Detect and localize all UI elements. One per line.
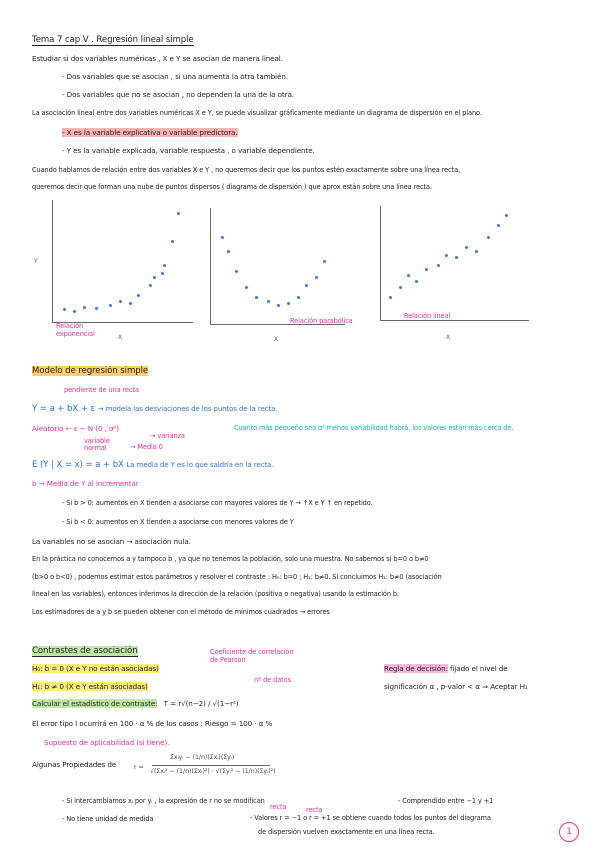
- regression-formula: [32, 405, 277, 414]
- plot3-point: [399, 286, 402, 289]
- plot1-point: [109, 304, 112, 307]
- plot1-point: [149, 284, 152, 287]
- b-positive: - Si b > 0: aumentos en X tienden a asociarse con mayores valores de Y → ↑X e Y ↑ en repetido.: [62, 499, 373, 507]
- plot1-point: [95, 307, 98, 310]
- x-variable-text: - X es la variable explicativa o variable predictora.: [62, 128, 238, 137]
- h1-text: H₁: b ≠ 0 (X e Y están asociadas): [32, 682, 148, 691]
- pearson-annotation: [210, 648, 293, 664]
- plot2-point: [297, 296, 300, 299]
- scatter-intro: La asociación lineal entre dos variables numéricas X e Y, se puede visualizar gráficamente mediante un diagrama de dispersión en el plano.: [32, 109, 482, 117]
- plot1-caption: Relación exponencial: [56, 322, 95, 338]
- h0-text: H₀: b = 0 (X e Y no están asociadas): [32, 664, 159, 673]
- practice-paragraph-4: Los estimadores de a y b se pueden obtener con el método de mínimos cuadrados → errores: [32, 608, 330, 616]
- bullet-x-variable: [62, 128, 238, 137]
- statistic-text: Calcular el estadístico de contraste:: [32, 699, 158, 708]
- relation-paragraph-2: queremos decir que forman una nube de puntos dispersos ( diagrama de dispersión ) que aprox están sobre una línea recta.: [32, 183, 432, 191]
- expectation-formula: E (Y | X = x) = a + bX: [32, 460, 124, 470]
- b-negative: - Si b < 0: aumentos en X tienden a asociarse con menores valores de Y: [62, 518, 294, 526]
- plot1-point: [137, 294, 140, 297]
- h0-hypothesis: [32, 664, 159, 673]
- no-association: La variables no se asocian → asociación nula.: [32, 537, 191, 546]
- plot1-point: [163, 264, 166, 267]
- plot2-point: [267, 300, 270, 303]
- plot1-point: [161, 272, 164, 275]
- decision-text-1: fijado el nivel de: [450, 664, 508, 673]
- b-definition: b → Media de Y al incrementar: [32, 479, 139, 488]
- r-numerator: Σxᵢyᵢ − (1/n)(Σxᵢ)(Σyᵢ): [170, 754, 235, 761]
- plot-exponential: [52, 200, 193, 323]
- expectation-note: La media de Y es lo que saldría en la recta.: [126, 461, 274, 469]
- plot3-point: [407, 274, 410, 277]
- plot1-point: [63, 308, 66, 311]
- plot2-point: [287, 302, 290, 305]
- plot3-xlabel: X: [446, 334, 451, 341]
- decision-rule: [384, 664, 508, 673]
- slope-annotation: pendiente de una recta: [64, 386, 139, 394]
- expectation-line: [32, 461, 273, 470]
- plot3-point: [437, 264, 440, 267]
- plot3-point: [497, 224, 500, 227]
- model-title-text: Modelo de regresión simple: [32, 366, 149, 376]
- type-i-error: El error tipo I ocurrirá en 100 · α % de los casos : Riesgo = 100 · α %: [32, 719, 273, 728]
- recta-note-1: recta: [270, 803, 287, 811]
- r-denominator: √(Σxᵢ² − (1/n)(Σxᵢ)²) · √(Σyᵢ² − (1/n)(Σyᵢ)²): [150, 768, 276, 775]
- plot2-point: [305, 284, 308, 287]
- random-error: Aleatorio ← ε ~ N (0 , σ²): [32, 424, 119, 433]
- bullet-y-variable: - Y es la variable explicada, variable respuesta , o variable dependiente.: [62, 146, 315, 155]
- plot3-point: [465, 246, 468, 249]
- plot3-point: [487, 236, 490, 239]
- sample-size-note: nº de datos: [254, 676, 291, 684]
- t-statistic-formula: T = r√(n−2) / √(1−r²): [163, 699, 239, 708]
- plot2-caption: Relación parabólica: [290, 317, 353, 325]
- page-title-text: Tema 7 cap V . Regresión lineal simple: [32, 35, 194, 45]
- plot1-point: [153, 276, 156, 279]
- mean-label: → Media 0: [130, 443, 163, 451]
- property-extreme-2: de dispersión vuelven exactamente en una línea recta.: [258, 828, 435, 836]
- formula-note: → modela las desviaciones de los puntos de la recta.: [97, 405, 278, 413]
- intro-text: Estudiar si dos variables numéricas , X e Y se asocian de manera lineal.: [32, 54, 283, 63]
- contrast-title-text: Contrastes de asociación: [32, 646, 138, 656]
- plot2-xlabel: X: [274, 336, 279, 343]
- plot-linear: [380, 206, 529, 321]
- plot2-point: [227, 250, 230, 253]
- plot1-point: [171, 240, 174, 243]
- bullet-not-associate: - Dos variables que no se asocian , no dependen la una de la otra.: [62, 90, 294, 99]
- plot3-point: [389, 296, 392, 299]
- pearson-line-1: Coeficiente de correlación: [210, 648, 294, 656]
- plot2-point: [323, 260, 326, 263]
- property-no-unit: - No tiene unidad de medida: [62, 815, 154, 823]
- model-section-title: [32, 367, 148, 376]
- decision-rule-2: significación α , p-valor < α ⇒ Aceptar H₁: [384, 682, 528, 691]
- variance-label: → varianza: [150, 432, 185, 440]
- plot2-point: [255, 296, 258, 299]
- r-label: r =: [134, 764, 144, 771]
- variance-note: Cuanto más pequeño sea σ² menos variabilidad habrá, los valores están más cerca de.: [234, 424, 514, 432]
- plot3-point: [475, 250, 478, 253]
- plot3-point: [425, 268, 428, 271]
- decision-title: Regla de decisión:: [384, 664, 448, 673]
- plot1-ylabel: Y: [34, 258, 38, 265]
- property-extreme-1: - Valores r = −1 o r = +1 se obtiene cuando todos los puntos del diagrama: [250, 814, 491, 822]
- plot1-point: [83, 306, 86, 309]
- property-range: - Comprendido entre −1 y +1: [398, 797, 494, 805]
- plot1-point: [73, 310, 76, 313]
- statistic-line: [32, 699, 238, 708]
- plot1-point: [119, 300, 122, 303]
- plot1-point: [177, 212, 180, 215]
- relation-paragraph-1: Cuando hablamos de relación entre dos variables X e Y , no queremos decir que los puntos estén exactamente sobre una línea recta,: [32, 166, 461, 174]
- formula-text: Y = a + bX + ε: [32, 404, 96, 414]
- plot2-point: [235, 270, 238, 273]
- plot-parabolic: [210, 208, 345, 325]
- recta-note-2: recta: [306, 806, 323, 814]
- bullet-associate: - Dos variables que se asocian , si una aumenta la otra también.: [62, 72, 288, 81]
- practice-paragraph-1: En la práctica no conocemos a y tampoco b , ya que no tenemos la población, solo una muestra. No sabemos si b=0 o b≠0: [32, 555, 429, 563]
- fraction-bar: [152, 765, 270, 766]
- normal-variable-label: variable normal: [84, 437, 110, 452]
- plot2-point: [277, 304, 280, 307]
- page-number: 1: [559, 822, 579, 842]
- plot3-point: [415, 280, 418, 283]
- plot1-point: [129, 302, 132, 305]
- plot2-point: [221, 236, 224, 239]
- properties-label: Algunas Propiedades de: [32, 760, 117, 769]
- plot3-caption: Relación lineal: [404, 312, 451, 320]
- plot3-point: [445, 254, 448, 257]
- plot1-xlabel: X: [118, 334, 123, 341]
- plot3-point: [455, 256, 458, 259]
- contrast-section-title: [32, 647, 138, 656]
- pearson-line-2: de Pearson: [210, 656, 246, 664]
- practice-paragraph-2: (b>0 o b<0) , podemos estimar estos parámetros y resolver el contraste : H₀: b=0 ; H₁: b≠0. Si concluimos H₁: b≠0 (asociación: [32, 573, 442, 581]
- plot3-point: [505, 214, 508, 217]
- h1-hypothesis: [32, 682, 148, 691]
- plot2-point: [315, 276, 318, 279]
- practice-paragraph-3: lineal en las variables), entonces inferimos la dirección de la relación (positiva o negativa) usando la estimación b.: [32, 590, 400, 598]
- property-swap: - Si intercambiamos xᵢ por yᵢ , la expresión de r no se modifican: [62, 797, 265, 805]
- plot2-point: [245, 286, 248, 289]
- page-title: [32, 36, 194, 45]
- applicability-assumption: Supuesto de aplicabilidad (si tiene).: [44, 738, 170, 747]
